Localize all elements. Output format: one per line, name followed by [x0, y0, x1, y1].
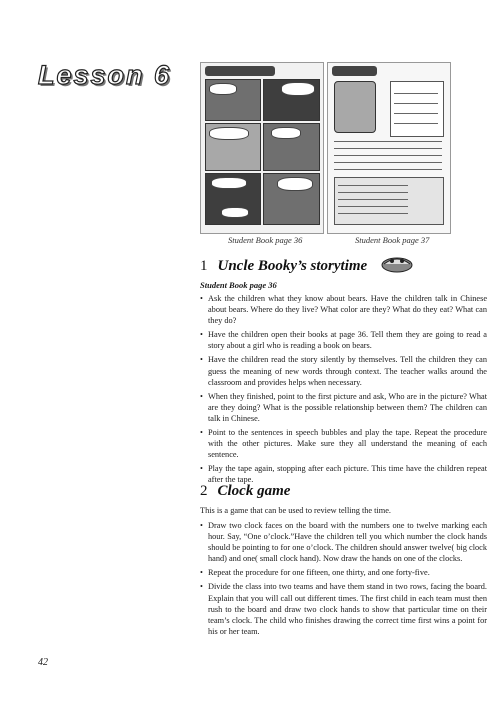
storytime-book-icon: [380, 252, 414, 274]
section-2-heading: [200, 483, 290, 500]
worksheet-line: [334, 148, 442, 149]
section-number: 1: [200, 258, 208, 274]
list-item: • Divide the class into two teams and have them stand in two rows, facing the board. Explain that you will call out different times. The first child in each team must then rush to the board and draw two clock hands to show that particular time on their team’s clock. The child who finishes drawing the correct time first wins a point for his or her team.: [200, 581, 487, 636]
list-item: • Play the tape again, stopping after each picture. This time have the children repeat after the tape.: [200, 463, 487, 485]
student-book-page-reference: Student Book page 36: [200, 280, 277, 290]
worksheet-line: [394, 103, 438, 104]
worksheet-line: [334, 162, 442, 163]
worksheet-line: [334, 155, 442, 156]
thumbnail-caption-right: Student Book page 37: [355, 235, 430, 245]
list-item: • Repeat the procedure for one fifteen, one thirty, and one forty-five.: [200, 567, 487, 578]
section-2-bullet-list: [200, 520, 487, 640]
worksheet-line: [338, 199, 408, 200]
worksheet-line: [394, 113, 438, 114]
lesson-title: Lesson 6: [38, 60, 172, 90]
section-number: 2: [200, 483, 208, 499]
list-item: • Draw two clock faces on the board with the numbers one to twelve marking each hour. Say, “One o’clock.”Have the children tell you which number the clock hands should be pointing to for one o’clock. The children should answer twelve( big clock hand) and one( small clock hand). Now draw the hands on one of the clocks.: [200, 520, 487, 564]
speech-bubble: [277, 177, 313, 191]
speech-bubble: [281, 82, 315, 96]
student-book-page-36-thumbnail: [200, 62, 324, 234]
list-item: • Have the children read the story silently by themselves. Tell the children they can guess the meaning of new words through context. The teacher walks around the classroom and provides helps when necessary.: [200, 354, 487, 387]
speech-bubble: [209, 83, 237, 95]
worksheet-line: [334, 169, 442, 170]
section-2-intro: This is a game that can be used to review telling the time.: [200, 506, 392, 515]
section-title: Uncle Booky’s storytime: [217, 258, 368, 274]
section-title: Clock game: [217, 483, 291, 499]
list-item: • Point to the sentences in speech bubbles and play the tape. Repeat the procedure with the other pictures. Make sure they all understand the meaning of each sentence.: [200, 427, 487, 460]
worksheet-line: [338, 185, 408, 186]
speech-bubble: [271, 127, 301, 139]
worksheet-line: [338, 192, 408, 193]
thumbnail-header: [205, 66, 275, 76]
section-1-bullet-list: [200, 293, 487, 489]
student-book-page-37-thumbnail: [327, 62, 451, 234]
worksheet-box: [390, 81, 444, 137]
worksheet-illustration: [334, 81, 376, 133]
worksheet-line: [338, 213, 408, 214]
worksheet-line: [334, 141, 442, 142]
thumbnail-header: [332, 66, 377, 76]
worksheet-line: [394, 93, 438, 94]
speech-bubble: [221, 207, 249, 218]
speech-bubble: [209, 127, 249, 140]
page-number: 42: [38, 657, 48, 668]
worksheet-line: [338, 206, 408, 207]
thumbnail-caption-left: Student Book page 36: [228, 235, 303, 245]
list-item: • Ask the children what they know about bears. Have the children talk in Chinese about bears. Where do they live? What color are they? What do they eat? What can they do?: [200, 293, 487, 326]
worksheet-line: [394, 123, 438, 124]
list-item: • When they finished, point to the first picture and ask, Who are in the picture? What are they doing? What is the possible relationship between them? The children can talk in Chinese.: [200, 391, 487, 424]
list-item: • Have the children open their books at page 36. Tell them they are going to read a story about a girl who is reading a book on bears.: [200, 329, 487, 351]
speech-bubble: [211, 177, 247, 189]
section-1-heading: [200, 258, 367, 275]
